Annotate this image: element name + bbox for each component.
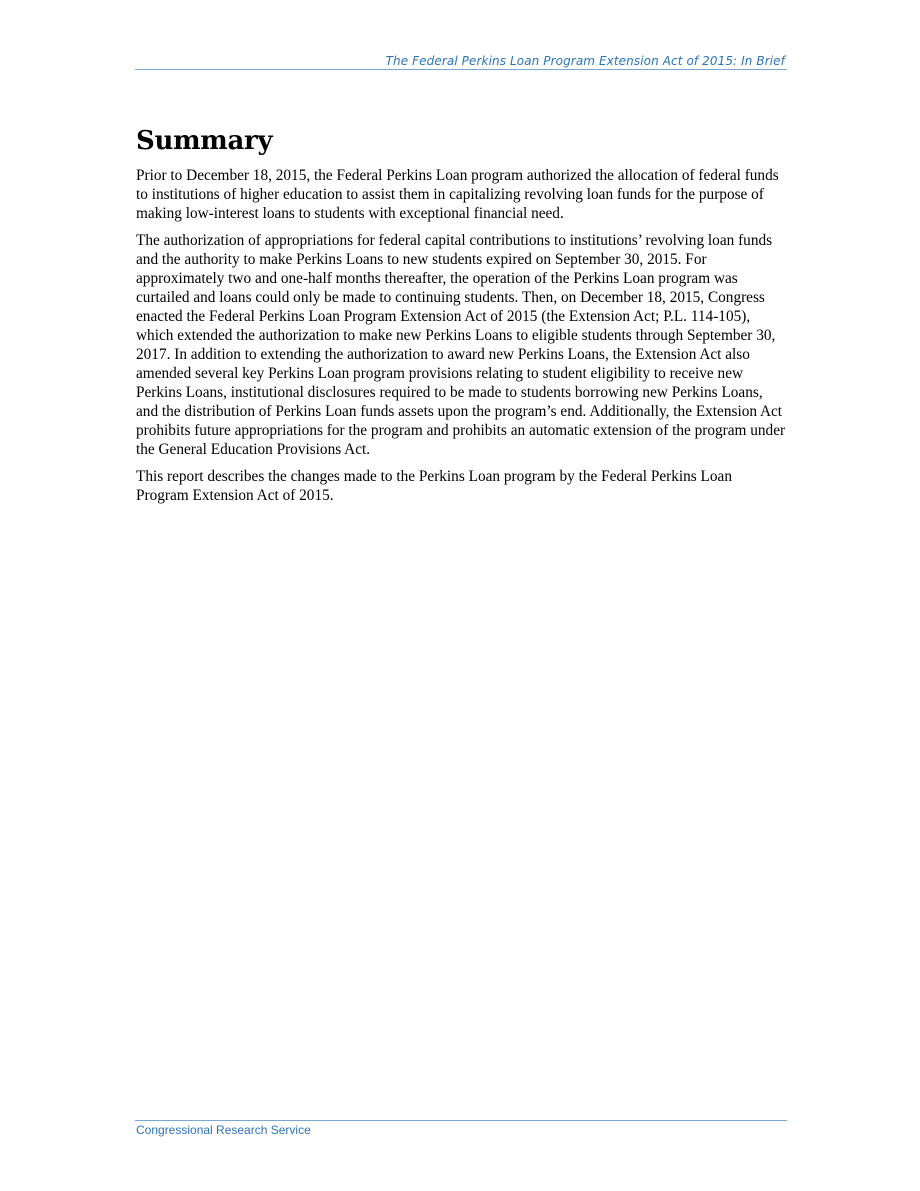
main-content [136,126,788,513]
footer-rule [135,1120,787,1121]
summary-heading: Summary [136,126,273,156]
summary-paragraph-3: This report describes the changes made to the Perkins Loan program by the Federal Perkins Loan Program Extension Act of 2015. [136,468,732,504]
running-header-title: The Federal Perkins Loan Program Extension Act of 2015: In Brief [385,54,785,68]
footer-organization: Congressional Research Service [136,1123,311,1137]
header-rule [135,69,787,70]
summary-paragraph-1: Prior to December 18, 2015, the Federal Perkins Loan program authorized the allocation of federal funds to institutions of higher education to assist them in capitalizing revolving loan funds for the purpose of making low-interest loans to students with exceptional financial need. [136,167,779,222]
summary-paragraph-2: The authorization of appropriations for federal capital contributions to institutions’ revolving loan funds and the authority to make Perkins Loans to new students expired on September 30, 2015. For approximately two and one-half months thereafter, the operation of the Perkins Loan program was curtailed and loans could only be made to continuing students. Then, on December 18, 2015, Congress enacted the Federal Perkins Loan Program Extension Act of 2015 (the Extension Act; P.L. 114-105), which extended the authorization to make new Perkins Loans to eligible students through September 30, 2017. In addition to extending the authorization to award new Perkins Loans, the Extension Act also amended several key Perkins Loan program provisions relating to student eligibility to receive new Perkins Loans, institutional disclosures required to be made to students borrowing new Perkins Loans, and the distribution of Perkins Loan funds assets upon the program’s end. Additionally, the Extension Act prohibits future appropriations for the program and prohibits an automatic extension of the program under the General Education Provisions Act. [136,232,786,458]
